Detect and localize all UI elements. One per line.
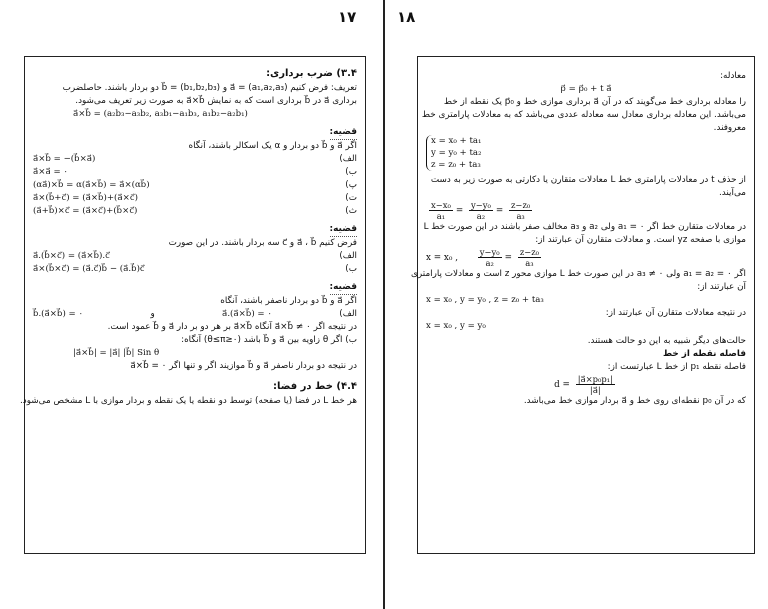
theorem-expr: (a⃗+b⃗)×c⃗ = (a⃗×c⃗)+(b⃗×c⃗)	[33, 206, 138, 216]
case2-parametric: x = x₀ , y = y₀ , z = z₀ + ta₃	[426, 295, 544, 305]
denominator: a₂	[476, 211, 486, 221]
theorem-expr: a⃗.(b⃗×c⃗) = (a⃗×b⃗).c⃗	[33, 251, 110, 261]
param-eq: x = x₀ + ta₁	[431, 136, 482, 146]
content-frame	[411, 56, 755, 554]
theorem-expr: (αa⃗)×b⃗ = α(a⃗×b⃗) = a⃗×(αb⃗)	[33, 180, 150, 190]
param-eq: y = y₀ + ta₂	[431, 148, 482, 158]
fraction	[509, 200, 532, 221]
fraction	[478, 247, 502, 268]
theorem-item	[33, 263, 357, 276]
paragraph-line: می‌باشد. این معادله برداری معادل سه معادله عددی می‌باشد که به معادلات پارامتری خط	[421, 110, 746, 120]
case1-x: x = x₀ ,	[426, 253, 459, 263]
item-label: الف)	[339, 251, 357, 261]
vector-equation: p⃗ = p⃗₀ + t a⃗	[560, 84, 612, 94]
content	[411, 65, 746, 408]
section-title: ۴.۴) خط در فضا:	[273, 381, 357, 392]
content	[19, 65, 357, 408]
numerator: y−y₀	[471, 200, 491, 210]
paragraph-line: می‌آیند.	[718, 188, 746, 198]
distance-formula	[426, 374, 746, 395]
theorem-item	[33, 308, 357, 321]
paragraph-line: حالت‌های دیگر شبیه به این دو حالت هستند.	[587, 336, 746, 346]
paragraph-line: از حذف t در معادلات پارامتری خط L معادلات متقارن یا دکارتی به صورت زیر به دست	[430, 175, 746, 185]
numerator: z−z₀	[519, 247, 540, 257]
paragraph-line: در نتیجه معادلات متقارن آن عبارتند از:	[605, 308, 746, 318]
theorem-title: قضیه:	[330, 126, 358, 140]
numerator: y−y₀	[479, 247, 500, 257]
denominator: a₃	[525, 258, 534, 268]
item-label: ب)	[345, 167, 357, 177]
theorem-expr: a⃗×b⃗ = −(b⃗×a⃗)	[33, 154, 96, 164]
item-label: ث)	[345, 206, 357, 216]
item-label: پ)	[345, 180, 357, 190]
definition-line: برداری a⃗ در b⃗ برداری است که به نمایش a⃗×b⃗ به صورت زیر تعریف می‌شود.	[75, 96, 357, 106]
equation-system	[426, 135, 482, 171]
page-number: ۱۸	[397, 8, 416, 26]
item-label: الف)	[339, 309, 357, 319]
theorem-item	[33, 205, 357, 218]
paragraph-line: هر خط L در فضا (یا صفحه) توسط دو نقطه یا یک نقطه و بردار موازی با L مشخص می‌شود.	[19, 396, 357, 406]
case1-equations: x = x₀ , $\frac{\text{y−y₀}}{\text{a₂}}$ = $\frac{\text{z−z₀}}{\text{a₃}}$	[426, 247, 540, 268]
parametric-system	[426, 135, 746, 172]
item-label: ت)	[345, 193, 357, 203]
paragraph-line: فاصله نقطه p₁ از خط L عبارتست از:	[607, 362, 746, 372]
theorem-expr: a⃗×(b⃗+c⃗) = (a⃗×b⃗)+(a⃗×c⃗)	[33, 193, 138, 203]
content-frame	[19, 56, 366, 554]
page-number: ۱۷	[338, 8, 357, 26]
fraction	[518, 247, 541, 268]
fraction	[576, 374, 615, 395]
paragraph-line: در معادلات متقارن خط اگر a₁ = ۰ ولی a₂ و a₃ مخالف صفر باشند در این صورت خط L	[423, 222, 746, 232]
conjunction: و	[150, 309, 155, 319]
case2-symmetric: x = x₀ , y = y₀	[426, 321, 486, 331]
theorem-item	[33, 250, 357, 263]
paragraph-line: معروفند.	[713, 123, 746, 133]
theorem-item	[33, 192, 357, 205]
theorem-intro: فرض کنیم a⃗ ، b⃗ و c⃗ سه بردار باشند. در این صورت	[168, 238, 357, 248]
denominator: a₂	[485, 258, 494, 268]
denominator: a₁	[436, 211, 446, 221]
theorem-item	[33, 153, 357, 166]
theorem-result: در نتیجه دو بردار ناصفر a⃗ و b⃗ موازیند اگر و تنها اگر a⃗×b⃗ = ۰	[130, 361, 357, 371]
equation-label: معادله:	[720, 71, 746, 81]
paragraph-line: که در آن p₀ نقطه‌ای روی خط و a⃗ بردار موازی خط می‌باشد.	[523, 396, 746, 406]
numerator: x−x₀	[431, 200, 451, 210]
theorem-intro: اگر a⃗ و b⃗ دو بردار ناصفر باشند، آنگاه	[220, 296, 357, 306]
theorem-expr: a⃗×a⃗ = ۰	[33, 167, 69, 177]
theorem-expr: a⃗×(b⃗×c⃗) = (a⃗.c⃗)b⃗ − (a⃗.b⃗)c⃗	[33, 264, 145, 274]
theorem-expr: a⃗.(a⃗×b⃗) = ۰	[222, 309, 272, 319]
left-page	[0, 0, 383, 609]
subsection-title: فاصله نقطه از خط	[662, 349, 746, 359]
item-label: ب)	[345, 264, 357, 274]
theorem-intro: اگر a⃗ و b⃗ دو بردار و α یک اسکالر باشند، آنگاه	[188, 141, 357, 151]
theorem-item	[33, 179, 357, 192]
denominator: |a⃗|	[589, 385, 601, 395]
cross-product-formula: a⃗×b⃗ = (a₂b₃−a₃b₂, a₃b₁−a₁b₃, a₁b₂−a₂b₁)	[73, 109, 248, 119]
theorem-expr: b⃗.(a⃗×b⃗) = ۰	[33, 309, 84, 319]
theorem-title: قضیه:	[330, 223, 358, 237]
paragraph-line: آن عبارتند از:	[697, 282, 746, 292]
paragraph-line: اگر a₁ = a₂ = ۰ ولی a₃ ≠ ۰ در این صورت خط L موازی محور z است و معادلات پارامتری	[411, 269, 746, 279]
definition-line: تعریف: فرض کنیم (a₁,a₂,a₃) = a⃗ و (b₁,b₂,b₃) = b⃗ دو بردار باشند. حاصلضرب	[62, 83, 357, 93]
right-page	[385, 0, 768, 609]
theorem-item-text: ب) اگر θ زاویه بین a⃗ و b⃗ باشد (۰≤θ≤π) آنگاه:	[181, 335, 357, 345]
magnitude-formula: |a⃗×b⃗| = |a⃗| |b⃗| Sin θ	[73, 348, 160, 358]
symmetric-equations: $\frac{\text{x−x₀}}{\text{a₁}}$ = $\frac{\text{y−y₀}}{\text{a₂}}$ = $\frac{\text{z−z₀}}{\text{a₃}}$	[431, 200, 531, 221]
theorem-item	[33, 166, 357, 179]
paragraph-line: را معادله برداری خط می‌گویند که در آن a⃗ برداری موازی خط و p⃗₀ یک نقطه از خط	[443, 97, 746, 107]
theorem-result: در نتیجه اگر a⃗×b⃗ ≠ ۰ آنگاه a⃗×b⃗ بر هر دو بر دار a⃗ و b⃗ عمود است.	[107, 322, 357, 332]
fraction	[429, 200, 453, 221]
denominator: a₃	[516, 211, 525, 221]
fraction	[469, 200, 493, 221]
section-title: ۳.۴) ضرب برداری:	[266, 68, 357, 79]
param-eq: z = z₀ + ta₃	[431, 160, 481, 170]
item-label: الف)	[339, 154, 357, 164]
distance-lhs: d =	[554, 380, 570, 390]
theorem-title: قضیه:	[330, 281, 358, 295]
paragraph-line: موازی با صفحه yz است. و معادلات متقارن آن عبارتند از:	[535, 235, 746, 245]
numerator: |a⃗×p₀p₁|	[577, 374, 613, 384]
numerator: z−z₀	[511, 200, 531, 210]
